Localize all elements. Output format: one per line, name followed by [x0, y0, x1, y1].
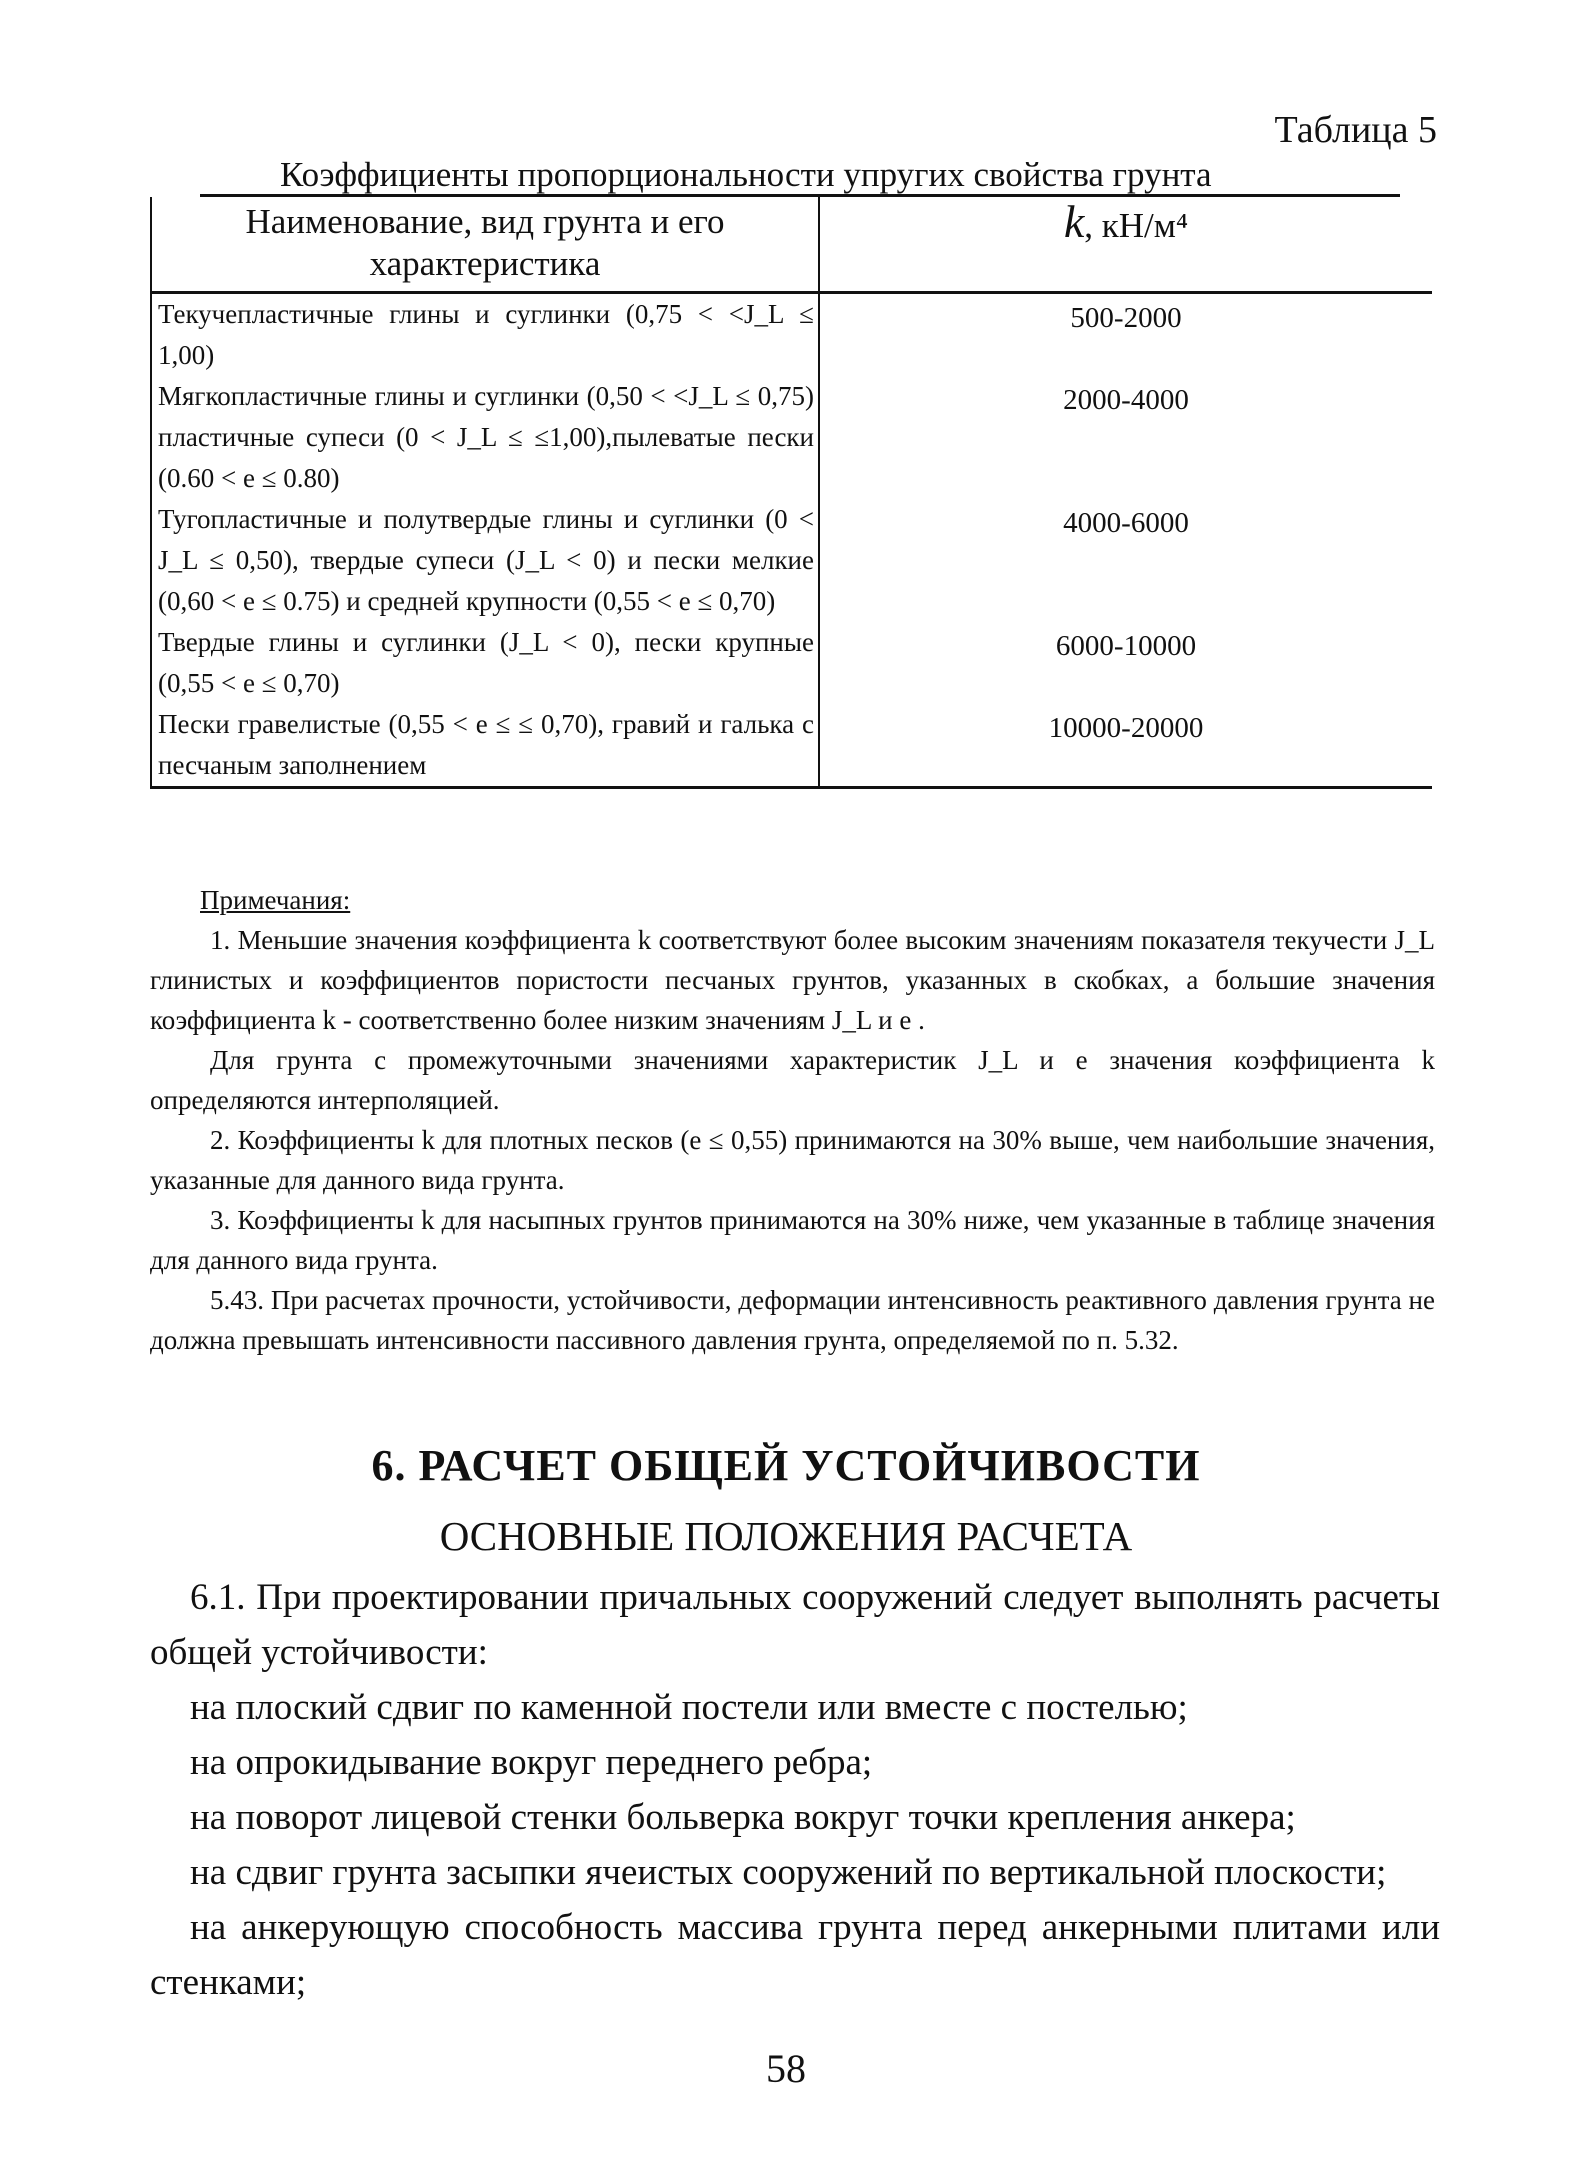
k-value-cell: 4000-6000 [1063, 507, 1189, 539]
page-number: 58 [766, 2046, 806, 2091]
note-paragraph: 1. Меньшие значения коэффициента k соответствуют более высоким значениям показателя текучести J_L глинистых и коэффициентов пористости песчаных грунтов, указанных в скобках, а большие значения коэффициента k - соответственно более низким значениям J_L и e . [150, 925, 1435, 1035]
note-paragraph: 3. Коэффициенты k для насыпных грунтов принимаются на 30% ниже, чем указанные в таблице значения для данного вида грунта. [150, 1205, 1435, 1275]
k-value-cell: 2000-4000 [1063, 384, 1189, 416]
header-soil-name: Наименование, вид грунта и его характеристика [151, 197, 819, 293]
section-body [150, 1570, 1440, 2010]
header-k-unit: , кН/м⁴ [1084, 206, 1189, 245]
list-item: на опрокидывание вокруг переднего ребра; [190, 1742, 873, 1783]
soil-name-cell: Мягкопластичные глины и суглинки (0,50 < <J_L ≤ 0,75) пластичные супеси (0 < J_L ≤ ≤1,00),пылеватые пески (0.60 < e ≤ 0.80) [151, 376, 819, 499]
section-title: 6. РАСЧЕТ ОБЩЕЙ УСТОЙЧИВОСТИ [371, 1441, 1201, 1490]
notes-heading: Примечания: [200, 885, 351, 915]
table-number-label: Таблица 5 [1274, 109, 1437, 151]
coefficient-table [150, 197, 1432, 789]
soil-name-cell: Текучепластичные глины и суглинки (0,75 < <J_L ≤ 1,00) [151, 293, 819, 377]
body-paragraph: 6.1. При проектировании причальных сооружений следует выполнять расчеты общей устойчивости: [150, 1577, 1440, 1673]
header-k-coefficient [819, 197, 1432, 293]
section-subtitle: ОСНОВНЫЕ ПОЛОЖЕНИЯ РАСЧЕТА [439, 1513, 1133, 1559]
note-paragraph: 2. Коэффициенты k для плотных песков (e ≤ 0,55) принимаются на 30% выше, чем наибольшие значения, указанные для данного вида грунта. [150, 1125, 1435, 1195]
list-item: на анкерующую способность массива грунта перед анкерными плитами или стенками; [150, 1907, 1440, 2003]
soil-name-cell: Тугопластичные и полутвердые глины и суглинки (0 < J_L ≤ 0,50), твердые супеси (J_L < 0) и пески мелкие (0,60 < e ≤ 0.75) и средней крупности (0,55 < e ≤ 0,70) [151, 499, 819, 622]
table-row [151, 622, 1432, 704]
table-row [151, 376, 1432, 499]
note-paragraph: Для грунта с промежуточными значениями характеристик J_L и e значения коэффициента k определяются интерполяцией. [150, 1045, 1435, 1115]
clause-paragraph: 5.43. При расчетах прочности, устойчивости, деформации интенсивность реактивного давления грунта не должна превышать интенсивности пассивного давления грунта, определяемой по п. 5.32. [150, 1285, 1435, 1355]
k-value-cell: 500-2000 [1070, 302, 1182, 334]
table-header-row [151, 197, 1432, 293]
list-item: на сдвиг грунта засыпки ячеистых сооружений по вертикальной плоскости; [190, 1852, 1387, 1893]
list-item: на поворот лицевой стенки больверка вокруг точки крепления анкера; [190, 1797, 1296, 1838]
soil-name-cell: Пески гравелистые (0,55 < e ≤ ≤ 0,70), гравий и галька с песчаным заполнением [151, 704, 819, 788]
table-row [151, 293, 1432, 377]
list-item: на плоский сдвиг по каменной постели или вместе с постелью; [190, 1687, 1188, 1728]
soil-name-cell: Твердые глины и суглинки (J_L < 0), пески крупные (0,55 < e ≤ 0,70) [151, 622, 819, 704]
table-title: Коэффициенты пропорциональности упругих свойства грунта [280, 155, 1212, 194]
k-value-cell: 10000-20000 [819, 704, 1432, 788]
table-row [151, 704, 1432, 788]
table-row [151, 499, 1432, 622]
header-k-symbol: k [1063, 196, 1085, 247]
k-value-cell: 6000-10000 [1055, 630, 1197, 662]
table-notes [150, 880, 1435, 1360]
